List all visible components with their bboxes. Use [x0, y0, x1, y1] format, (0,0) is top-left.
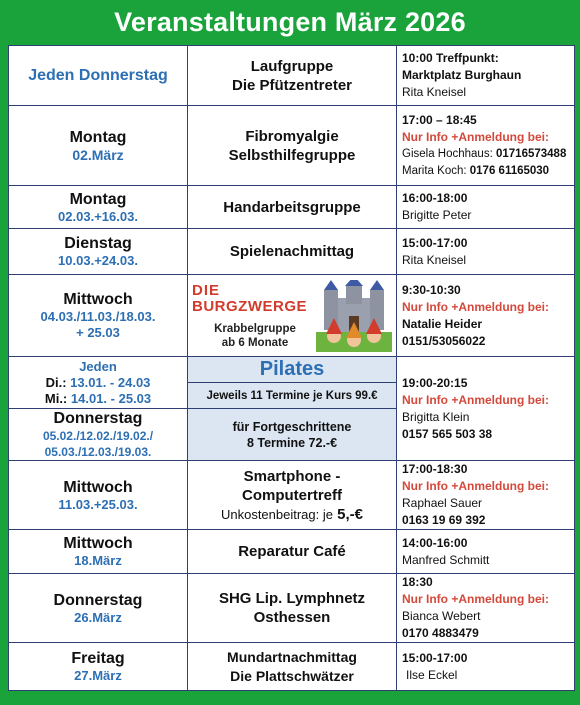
event-subname: Die Plattschwätzer — [230, 667, 354, 684]
event-subname: Computertreff — [242, 486, 342, 504]
day-date: 02.März — [72, 147, 124, 163]
day-cell — [9, 229, 188, 275]
info-place: Marktplatz Burghaun — [402, 68, 522, 82]
day-cell — [9, 275, 188, 357]
day-cell — [9, 530, 188, 574]
day-date: 14.01. - 25.03 — [70, 390, 152, 406]
logo-caption — [200, 322, 310, 350]
day-cell — [9, 461, 188, 530]
info-registration-note: Nur Info +Anmeldung bei: — [402, 479, 549, 493]
event-terms: 8 Termine 72.-€ — [246, 435, 338, 450]
fee-amount: 5,-€ — [337, 505, 364, 523]
pilates-terms: Jeweils 11 Termine je Kurs 99.€ — [188, 383, 397, 409]
event-subname: Die Pfützentreter — [231, 76, 353, 94]
logo-caption-line: Krabbelgruppe — [214, 322, 296, 335]
day-date: 02.03.+16.03. — [58, 208, 138, 224]
event-table — [8, 45, 575, 691]
day-label: Montag — [69, 190, 127, 208]
logo-text: BURGZWERGE — [192, 297, 307, 315]
event-cell — [188, 643, 397, 691]
event-name: Fibromyalgie — [245, 127, 339, 145]
info-contact: Bianca Webert — [402, 609, 481, 623]
info-contact: Brigitta Klein — [402, 409, 470, 424]
day-range — [9, 391, 187, 407]
info-cell — [397, 106, 575, 186]
day-label: Mittwoch — [63, 478, 133, 496]
day-date: 13.01. - 24.03 — [70, 374, 151, 390]
event-name: Mundartnachmittag — [227, 648, 357, 665]
info-cell — [397, 643, 575, 691]
info-contact: Brigitte Peter — [402, 208, 472, 222]
fee-label: Unkostenbeitrag: je — [220, 506, 333, 522]
event-cell — [188, 530, 397, 574]
table-row — [9, 186, 575, 229]
day-range — [9, 375, 187, 391]
table-row — [9, 46, 575, 106]
table-row — [9, 461, 575, 530]
info-time: 16:00-18:00 — [402, 191, 468, 205]
day-cell — [9, 357, 188, 409]
day-abbr: Mi.: — [44, 390, 68, 406]
info-phone: 0151/53056022 — [402, 333, 486, 348]
day-label: Dienstag — [64, 235, 132, 252]
table-row — [9, 106, 575, 186]
table-row — [9, 229, 575, 275]
table-row — [9, 530, 575, 574]
event-name: Laufgruppe — [250, 57, 334, 75]
page-title: Veranstaltungen März 2026 — [114, 7, 466, 37]
info-cell — [397, 530, 575, 574]
contact-phone: 01716573488 — [495, 147, 567, 160]
info-phone: 0157 565 503 38 — [402, 426, 493, 441]
info-cell — [397, 574, 575, 643]
info-time: 10:00 Treffpunkt: — [402, 51, 499, 65]
info-time: 15:00-17:00 — [402, 650, 468, 665]
event-subname: Selbsthilfegruppe — [228, 146, 356, 164]
info-contact: Manfred Schmitt — [402, 552, 490, 567]
info-cell — [397, 46, 575, 106]
info-phone: 0163 19 69 392 — [402, 513, 486, 527]
event-cell — [188, 574, 397, 643]
info-contact — [402, 163, 574, 180]
event-name: Reparatur Café — [238, 543, 346, 560]
event-cell — [188, 186, 397, 229]
event-fee — [188, 505, 396, 524]
day-cell — [9, 409, 188, 461]
day-date: 05.03./12.03./19.03. — [44, 445, 152, 459]
day-date: 26.März — [74, 609, 122, 625]
info-contact: Natalie Heider — [402, 316, 483, 331]
info-cell — [397, 461, 575, 530]
burgzwerge-logo — [188, 276, 396, 356]
info-cell — [397, 275, 575, 357]
contact-name: Gisela Hochhaus: — [402, 147, 493, 160]
day-date: + 25.03 — [76, 325, 120, 340]
day-label: Donnerstag — [53, 591, 143, 609]
table-row — [9, 574, 575, 643]
event-cell — [188, 106, 397, 186]
event-cell — [188, 461, 397, 530]
day-label: Freitag — [71, 650, 125, 667]
table-row — [9, 643, 575, 691]
info-cell — [397, 229, 575, 275]
day-date: 18.März — [74, 553, 122, 568]
day-label: Mittwoch — [63, 535, 133, 552]
event-name: für Fortgeschrittene — [232, 419, 352, 434]
event-subname: Osthessen — [253, 609, 331, 626]
pilates-advanced — [188, 409, 397, 461]
info-time: 18:30 — [402, 575, 433, 589]
table-row — [9, 275, 575, 357]
info-contact: Raphael Sauer — [402, 496, 483, 510]
contact-name: Marita Koch: — [402, 164, 467, 177]
day-cell — [9, 106, 188, 186]
day-abbr: Di.: — [45, 374, 67, 390]
info-time: 17:00-18:30 — [402, 462, 468, 476]
logo-caption-line: ab 6 Monate — [221, 336, 289, 349]
day-cell — [9, 186, 188, 229]
day-label: Jeden Donnerstag — [28, 66, 168, 84]
info-registration-note: Nur Info +Anmeldung bei: — [402, 129, 549, 144]
event-name: SHG Lip. Lymphnetz — [218, 590, 366, 607]
info-cell — [397, 357, 575, 461]
contact-phone: 0176 61165030 — [469, 164, 550, 177]
event-name: Smartphone - — [243, 467, 341, 485]
day-date: 04.03./11.03./18.03. — [40, 309, 156, 324]
event-cell — [188, 46, 397, 106]
info-contact: Rita Kneisel — [402, 252, 467, 267]
event-name: Handarbeitsgruppe — [223, 198, 361, 216]
info-time: 9:30-10:30 — [402, 282, 461, 297]
day-label: Mittwoch — [63, 291, 133, 308]
info-time: 14:00-16:00 — [402, 535, 468, 550]
day-date: 11.03.+25.03. — [58, 496, 138, 512]
table-row — [9, 357, 575, 383]
day-cell — [9, 46, 188, 106]
day-date: 05.02./12.02./19.02./ — [42, 429, 154, 443]
day-date: 27.März — [74, 668, 122, 683]
info-time: 17:00 – 18:45 — [402, 112, 477, 127]
info-contact — [402, 146, 574, 163]
info-cell — [397, 186, 575, 229]
info-registration-note: Nur Info +Anmeldung bei: — [402, 299, 549, 314]
logo-text: DIE — [192, 281, 221, 299]
day-label: Donnerstag — [53, 410, 143, 427]
day-date: 10.03.+24.03. — [58, 253, 138, 268]
event-cell — [188, 275, 397, 357]
event-name: Spielenachmittag — [229, 243, 355, 260]
info-registration-note: Nur Info +Anmeldung bei: — [402, 392, 549, 407]
info-time: 19:00-20:15 — [402, 375, 468, 390]
info-registration-note: Nur Info +Anmeldung bei: — [402, 592, 549, 606]
day-cell — [9, 574, 188, 643]
info-time: 15:00-17:00 — [402, 235, 468, 250]
day-label: Montag — [69, 129, 127, 146]
event-cell — [188, 229, 397, 275]
pilates-title: Pilates — [188, 357, 397, 383]
info-contact: Rita Kneisel — [402, 85, 467, 99]
info-contact: Ilse Eckel — [406, 667, 458, 682]
castle-icon — [316, 280, 392, 352]
info-phone: 0170 4883479 — [402, 626, 479, 640]
day-label: Jeden — [79, 358, 117, 374]
day-cell — [9, 643, 188, 691]
